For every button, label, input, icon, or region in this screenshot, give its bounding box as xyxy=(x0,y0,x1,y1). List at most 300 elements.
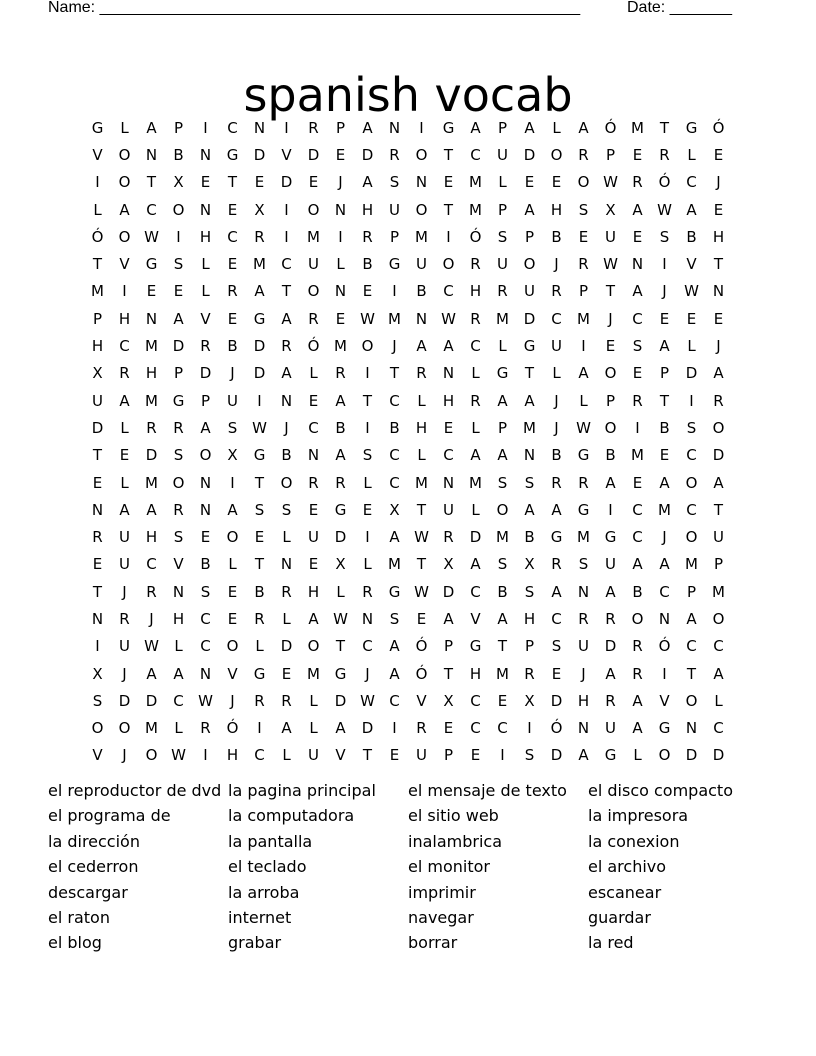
grid-letter[interactable]: A xyxy=(497,609,508,628)
grid-letter[interactable]: R xyxy=(578,145,589,164)
grid-letter[interactable]: O xyxy=(604,364,617,383)
grid-letter[interactable]: A xyxy=(443,609,454,628)
grid-letter[interactable]: H xyxy=(118,309,131,328)
grid-letter[interactable]: I xyxy=(608,500,613,519)
grid-letter[interactable]: C xyxy=(632,309,643,328)
grid-letter[interactable]: U xyxy=(308,746,319,765)
grid-letter[interactable]: G xyxy=(658,719,671,738)
grid-letter[interactable]: R xyxy=(524,664,535,683)
grid-letter[interactable]: R xyxy=(119,364,130,383)
grid-letter[interactable]: U xyxy=(119,555,130,574)
grid-letter[interactable]: D xyxy=(604,637,617,656)
grid-letter[interactable]: M xyxy=(496,528,509,547)
grid-letter[interactable]: H xyxy=(145,528,158,547)
grid-letter[interactable]: H xyxy=(712,227,725,246)
grid-letter[interactable]: E xyxy=(227,309,238,328)
grid-letter[interactable]: L xyxy=(93,200,102,219)
grid-letter[interactable]: J xyxy=(230,364,235,383)
grid-letter[interactable]: N xyxy=(631,255,644,274)
grid-letter[interactable]: J xyxy=(581,664,586,683)
grid-letter[interactable]: E xyxy=(659,309,670,328)
grid-letter[interactable]: V xyxy=(470,609,481,628)
grid-letter[interactable]: V xyxy=(92,746,103,765)
grid-letter[interactable]: R xyxy=(551,473,562,492)
grid-letter[interactable]: T xyxy=(254,473,265,492)
grid-letter[interactable]: A xyxy=(632,282,643,301)
grid-letter[interactable]: V xyxy=(659,691,670,710)
grid-letter[interactable]: C xyxy=(389,446,400,465)
grid-letter[interactable]: O xyxy=(307,637,320,656)
grid-letter[interactable]: I xyxy=(203,746,208,765)
grid-letter[interactable]: C xyxy=(659,582,670,601)
grid-letter[interactable]: L xyxy=(552,364,561,383)
grid-letter[interactable]: W xyxy=(198,691,213,710)
grid-letter[interactable]: T xyxy=(713,500,724,519)
grid-letter[interactable]: L xyxy=(579,391,588,410)
grid-letter[interactable]: U xyxy=(578,637,589,656)
grid-letter[interactable]: D xyxy=(253,337,266,356)
grid-letter[interactable]: N xyxy=(361,609,374,628)
grid-letter[interactable]: P xyxy=(605,391,616,410)
grid-letter[interactable]: N xyxy=(199,473,212,492)
grid-letter[interactable]: C xyxy=(281,255,292,274)
grid-letter[interactable]: P xyxy=(497,118,508,137)
grid-letter[interactable]: C xyxy=(470,145,481,164)
grid-letter[interactable]: X xyxy=(524,555,535,574)
grid-letter[interactable]: H xyxy=(442,391,455,410)
grid-letter[interactable]: T xyxy=(92,446,103,465)
grid-letter[interactable]: A xyxy=(146,664,157,683)
grid-letter[interactable]: P xyxy=(605,145,616,164)
grid-letter[interactable]: I xyxy=(635,418,640,437)
grid-letter[interactable]: A xyxy=(119,200,130,219)
grid-letter[interactable]: E xyxy=(713,200,724,219)
grid-letter[interactable]: S xyxy=(524,473,535,492)
grid-letter[interactable]: S xyxy=(281,500,292,519)
grid-letter[interactable]: G xyxy=(334,664,347,683)
grid-letter[interactable]: J xyxy=(392,337,397,356)
grid-letter[interactable]: N xyxy=(523,446,536,465)
grid-letter[interactable]: P xyxy=(497,200,508,219)
grid-letter[interactable]: R xyxy=(146,582,157,601)
grid-letter[interactable]: E xyxy=(632,145,643,164)
grid-letter[interactable]: N xyxy=(91,500,104,519)
grid-letter[interactable]: E xyxy=(227,582,238,601)
grid-letter[interactable]: N xyxy=(415,309,428,328)
grid-letter[interactable]: L xyxy=(120,418,129,437)
grid-letter[interactable]: M xyxy=(712,582,725,601)
grid-letter[interactable]: G xyxy=(577,500,590,519)
grid-letter[interactable]: A xyxy=(524,500,535,519)
grid-letter[interactable]: G xyxy=(442,118,455,137)
grid-letter[interactable]: X xyxy=(605,200,616,219)
grid-letter[interactable]: A xyxy=(200,418,211,437)
grid-letter[interactable]: J xyxy=(554,418,559,437)
grid-letter[interactable]: R xyxy=(335,364,346,383)
grid-letter[interactable]: R xyxy=(173,500,184,519)
grid-letter[interactable]: V xyxy=(335,746,346,765)
grid-letter[interactable]: G xyxy=(550,528,563,547)
grid-letter[interactable]: N xyxy=(253,118,266,137)
grid-letter[interactable]: R xyxy=(200,719,211,738)
grid-letter[interactable]: E xyxy=(362,500,373,519)
grid-letter[interactable]: C xyxy=(470,719,481,738)
grid-letter[interactable]: E xyxy=(200,173,211,192)
grid-letter[interactable]: X xyxy=(92,664,103,683)
grid-letter[interactable]: N xyxy=(415,173,428,192)
grid-letter[interactable]: B xyxy=(605,446,616,465)
grid-letter[interactable]: J xyxy=(122,664,127,683)
grid-letter[interactable]: M xyxy=(307,664,320,683)
grid-letter[interactable]: W xyxy=(684,282,699,301)
grid-letter[interactable]: D xyxy=(361,145,374,164)
grid-letter[interactable]: E xyxy=(632,473,643,492)
grid-letter[interactable]: E xyxy=(254,528,265,547)
grid-letter[interactable]: O xyxy=(496,500,509,519)
grid-letter[interactable]: G xyxy=(388,582,401,601)
grid-letter[interactable]: J xyxy=(554,255,559,274)
grid-letter[interactable]: R xyxy=(308,473,319,492)
grid-letter[interactable]: R xyxy=(308,118,319,137)
grid-letter[interactable]: C xyxy=(200,609,211,628)
grid-letter[interactable]: I xyxy=(257,391,262,410)
grid-letter[interactable]: E xyxy=(713,145,724,164)
grid-letter[interactable]: L xyxy=(498,173,507,192)
grid-letter[interactable]: C xyxy=(227,118,238,137)
grid-letter[interactable]: M xyxy=(91,282,104,301)
grid-letter[interactable]: N xyxy=(388,118,401,137)
grid-letter[interactable]: D xyxy=(442,582,455,601)
grid-letter[interactable]: A xyxy=(713,473,724,492)
grid-letter[interactable]: L xyxy=(363,473,372,492)
grid-letter[interactable]: T xyxy=(335,637,346,656)
grid-letter[interactable]: E xyxy=(281,664,292,683)
grid-letter[interactable]: V xyxy=(92,145,103,164)
grid-letter[interactable]: L xyxy=(120,473,129,492)
grid-letter[interactable]: U xyxy=(443,500,454,519)
grid-letter[interactable]: N xyxy=(577,582,590,601)
grid-letter[interactable]: X xyxy=(254,200,265,219)
grid-letter[interactable]: A xyxy=(146,500,157,519)
grid-letter[interactable]: R xyxy=(254,609,265,628)
grid-letter[interactable]: X xyxy=(524,691,535,710)
grid-letter[interactable]: T xyxy=(362,746,373,765)
grid-letter[interactable]: T xyxy=(254,555,265,574)
grid-letter[interactable]: B xyxy=(227,337,238,356)
grid-letter[interactable]: C xyxy=(389,473,400,492)
grid-letter[interactable]: J xyxy=(554,391,559,410)
grid-letter[interactable]: M xyxy=(415,227,428,246)
grid-letter[interactable]: C xyxy=(227,227,238,246)
grid-letter[interactable]: A xyxy=(686,200,697,219)
grid-letter[interactable]: A xyxy=(713,664,724,683)
grid-letter[interactable]: A xyxy=(605,664,616,683)
grid-letter[interactable]: A xyxy=(578,746,589,765)
grid-letter[interactable]: D xyxy=(91,418,104,437)
grid-letter[interactable]: A xyxy=(632,555,643,574)
grid-letter[interactable]: P xyxy=(173,364,184,383)
grid-letter[interactable]: L xyxy=(282,746,291,765)
grid-letter[interactable]: M xyxy=(631,446,644,465)
grid-letter[interactable]: A xyxy=(551,582,562,601)
grid-letter[interactable]: N xyxy=(577,719,590,738)
grid-letter[interactable]: U xyxy=(389,200,400,219)
grid-letter[interactable]: D xyxy=(280,173,293,192)
grid-letter[interactable]: M xyxy=(145,719,158,738)
grid-letter[interactable]: P xyxy=(92,309,103,328)
grid-letter[interactable]: L xyxy=(336,255,345,274)
grid-letter[interactable]: J xyxy=(662,528,667,547)
grid-letter[interactable]: B xyxy=(632,582,643,601)
grid-letter[interactable]: O xyxy=(442,255,455,274)
grid-letter[interactable]: C xyxy=(632,528,643,547)
grid-letter[interactable]: I xyxy=(284,200,289,219)
grid-letter[interactable]: C xyxy=(686,637,697,656)
grid-letter[interactable]: U xyxy=(605,555,616,574)
grid-letter[interactable]: D xyxy=(253,364,266,383)
grid-letter[interactable]: U xyxy=(551,337,562,356)
grid-letter[interactable]: N xyxy=(442,473,455,492)
grid-letter[interactable]: S xyxy=(362,446,373,465)
grid-letter[interactable]: I xyxy=(662,255,667,274)
grid-letter[interactable]: L xyxy=(687,337,696,356)
grid-letter[interactable]: P xyxy=(173,118,184,137)
grid-letter[interactable]: U xyxy=(605,719,616,738)
grid-letter[interactable]: A xyxy=(605,473,616,492)
grid-letter[interactable]: I xyxy=(365,364,370,383)
grid-letter[interactable]: R xyxy=(497,282,508,301)
grid-letter[interactable]: X xyxy=(173,173,184,192)
grid-letter[interactable]: E xyxy=(227,255,238,274)
grid-letter[interactable]: L xyxy=(282,528,291,547)
grid-letter[interactable]: A xyxy=(389,637,400,656)
grid-letter[interactable]: I xyxy=(527,719,532,738)
grid-letter[interactable]: A xyxy=(416,337,427,356)
grid-letter[interactable]: M xyxy=(523,418,536,437)
grid-letter[interactable]: J xyxy=(716,337,721,356)
grid-letter[interactable]: I xyxy=(203,118,208,137)
grid-letter[interactable]: I xyxy=(500,746,505,765)
grid-letter[interactable]: J xyxy=(149,609,154,628)
grid-letter[interactable]: O xyxy=(361,337,374,356)
grid-letter[interactable]: Ó xyxy=(712,118,725,137)
grid-letter[interactable]: S xyxy=(227,418,238,437)
grid-letter[interactable]: X xyxy=(389,500,400,519)
grid-letter[interactable]: E xyxy=(578,227,589,246)
grid-letter[interactable]: S xyxy=(173,446,184,465)
grid-letter[interactable]: E xyxy=(443,719,454,738)
grid-letter[interactable]: A xyxy=(497,446,508,465)
grid-letter[interactable]: C xyxy=(146,200,157,219)
grid-letter[interactable]: G xyxy=(604,746,617,765)
grid-letter[interactable]: O xyxy=(307,200,320,219)
grid-letter[interactable]: G xyxy=(253,664,266,683)
grid-letter[interactable]: E xyxy=(659,446,670,465)
grid-letter[interactable]: D xyxy=(280,637,293,656)
grid-letter[interactable]: R xyxy=(416,364,427,383)
grid-letter[interactable]: G xyxy=(604,528,617,547)
grid-letter[interactable]: L xyxy=(498,337,507,356)
grid-letter[interactable]: A xyxy=(146,118,157,137)
grid-letter[interactable]: A xyxy=(335,719,346,738)
grid-letter[interactable]: L xyxy=(255,637,264,656)
grid-letter[interactable]: X xyxy=(92,364,103,383)
grid-letter[interactable]: D xyxy=(685,364,698,383)
grid-letter[interactable]: A xyxy=(389,528,400,547)
grid-letter[interactable]: V xyxy=(686,255,697,274)
grid-letter[interactable]: O xyxy=(145,746,158,765)
grid-letter[interactable]: G xyxy=(577,446,590,465)
grid-letter[interactable]: A xyxy=(578,364,589,383)
grid-letter[interactable]: N xyxy=(334,200,347,219)
grid-letter[interactable]: B xyxy=(551,446,562,465)
grid-letter[interactable]: P xyxy=(524,227,535,246)
grid-letter[interactable]: U xyxy=(497,145,508,164)
grid-letter[interactable]: N xyxy=(307,446,320,465)
grid-letter[interactable]: O xyxy=(415,200,428,219)
grid-letter[interactable]: S xyxy=(389,609,400,628)
grid-letter[interactable]: L xyxy=(471,364,480,383)
grid-letter[interactable]: E xyxy=(335,309,346,328)
grid-letter[interactable]: D xyxy=(685,746,698,765)
grid-letter[interactable]: S xyxy=(92,691,103,710)
grid-letter[interactable]: U xyxy=(524,282,535,301)
grid-letter[interactable]: R xyxy=(578,255,589,274)
grid-letter[interactable]: S xyxy=(524,582,535,601)
grid-letter[interactable]: H xyxy=(91,337,104,356)
grid-letter[interactable]: T xyxy=(281,282,292,301)
grid-letter[interactable]: Ó xyxy=(604,118,617,137)
grid-letter[interactable]: Ó xyxy=(658,637,671,656)
grid-letter[interactable]: B xyxy=(389,418,400,437)
grid-letter[interactable]: E xyxy=(173,282,184,301)
grid-letter[interactable]: B xyxy=(173,145,184,164)
grid-letter[interactable]: T xyxy=(443,145,454,164)
grid-letter[interactable]: C xyxy=(470,337,481,356)
grid-letter[interactable]: E xyxy=(254,173,265,192)
grid-letter[interactable]: N xyxy=(199,500,212,519)
grid-letter[interactable]: R xyxy=(281,582,292,601)
grid-letter[interactable]: A xyxy=(281,719,292,738)
grid-letter[interactable]: Ó xyxy=(469,227,482,246)
grid-letter[interactable]: V xyxy=(119,255,130,274)
grid-letter[interactable]: E xyxy=(119,446,130,465)
grid-letter[interactable]: I xyxy=(95,637,100,656)
grid-letter[interactable]: J xyxy=(662,282,667,301)
grid-letter[interactable]: M xyxy=(496,309,509,328)
grid-letter[interactable]: R xyxy=(605,609,616,628)
grid-letter[interactable]: R xyxy=(200,337,211,356)
grid-letter[interactable]: L xyxy=(417,391,426,410)
grid-letter[interactable]: C xyxy=(470,582,481,601)
grid-letter[interactable]: R xyxy=(605,691,616,710)
grid-letter[interactable]: M xyxy=(388,555,401,574)
grid-letter[interactable]: U xyxy=(605,227,616,246)
grid-letter[interactable]: T xyxy=(146,173,157,192)
grid-letter[interactable]: R xyxy=(659,145,670,164)
grid-letter[interactable]: A xyxy=(497,391,508,410)
grid-letter[interactable]: C xyxy=(173,691,184,710)
grid-letter[interactable]: J xyxy=(230,691,235,710)
grid-letter[interactable]: I xyxy=(392,282,397,301)
grid-letter[interactable]: W xyxy=(576,418,591,437)
grid-letter[interactable]: X xyxy=(335,555,346,574)
grid-letter[interactable]: G xyxy=(253,309,266,328)
grid-letter[interactable]: D xyxy=(523,145,536,164)
grid-letter[interactable]: U xyxy=(416,255,427,274)
grid-letter[interactable]: T xyxy=(713,255,724,274)
grid-letter[interactable]: I xyxy=(365,528,370,547)
grid-letter[interactable]: Ó xyxy=(226,719,239,738)
grid-letter[interactable]: E xyxy=(551,173,562,192)
grid-letter[interactable]: E xyxy=(443,418,454,437)
grid-letter[interactable]: L xyxy=(687,145,696,164)
grid-letter[interactable]: M xyxy=(631,118,644,137)
grid-letter[interactable]: A xyxy=(227,500,238,519)
grid-letter[interactable]: A xyxy=(659,337,670,356)
grid-letter[interactable]: N xyxy=(280,391,293,410)
grid-letter[interactable]: S xyxy=(497,555,508,574)
grid-letter[interactable]: W xyxy=(360,691,375,710)
grid-letter[interactable]: R xyxy=(578,473,589,492)
grid-letter[interactable]: A xyxy=(119,391,130,410)
grid-letter[interactable]: M xyxy=(496,664,509,683)
grid-letter[interactable]: E xyxy=(389,746,400,765)
grid-letter[interactable]: N xyxy=(334,282,347,301)
grid-letter[interactable]: G xyxy=(91,118,104,137)
grid-letter[interactable]: T xyxy=(92,582,103,601)
grid-letter[interactable]: V xyxy=(227,664,238,683)
grid-letter[interactable]: O xyxy=(118,719,131,738)
grid-letter[interactable]: A xyxy=(362,173,373,192)
grid-letter[interactable]: L xyxy=(336,582,345,601)
grid-letter[interactable]: E xyxy=(362,282,373,301)
grid-letter[interactable]: D xyxy=(334,691,347,710)
grid-letter[interactable]: R xyxy=(362,227,373,246)
grid-letter[interactable]: W xyxy=(144,637,159,656)
grid-letter[interactable]: C xyxy=(146,555,157,574)
grid-letter[interactable]: E xyxy=(146,282,157,301)
grid-letter[interactable]: O xyxy=(172,200,185,219)
grid-letter[interactable]: C xyxy=(551,309,562,328)
grid-letter[interactable]: R xyxy=(119,609,130,628)
grid-letter[interactable]: E xyxy=(686,309,697,328)
grid-letter[interactable]: A xyxy=(524,200,535,219)
grid-letter[interactable]: L xyxy=(174,637,183,656)
grid-letter[interactable]: O xyxy=(712,418,725,437)
grid-letter[interactable]: E xyxy=(524,173,535,192)
grid-letter[interactable]: M xyxy=(388,309,401,328)
grid-letter[interactable]: A xyxy=(524,391,535,410)
grid-letter[interactable]: A xyxy=(578,118,589,137)
grid-letter[interactable]: I xyxy=(95,173,100,192)
grid-letter[interactable]: O xyxy=(550,145,563,164)
grid-letter[interactable]: C xyxy=(713,719,724,738)
grid-letter[interactable]: D xyxy=(172,337,185,356)
grid-letter[interactable]: U xyxy=(308,255,319,274)
grid-letter[interactable]: B xyxy=(335,418,346,437)
grid-letter[interactable]: D xyxy=(550,691,563,710)
grid-letter[interactable]: E xyxy=(308,173,319,192)
grid-letter[interactable]: R xyxy=(578,609,589,628)
grid-letter[interactable]: L xyxy=(120,118,129,137)
grid-letter[interactable]: N xyxy=(280,555,293,574)
grid-letter[interactable]: M xyxy=(145,391,158,410)
grid-letter[interactable]: C xyxy=(389,691,400,710)
grid-letter[interactable]: V xyxy=(200,309,211,328)
grid-letter[interactable]: N xyxy=(199,664,212,683)
date-field[interactable]: Date: _______ xyxy=(627,0,732,16)
